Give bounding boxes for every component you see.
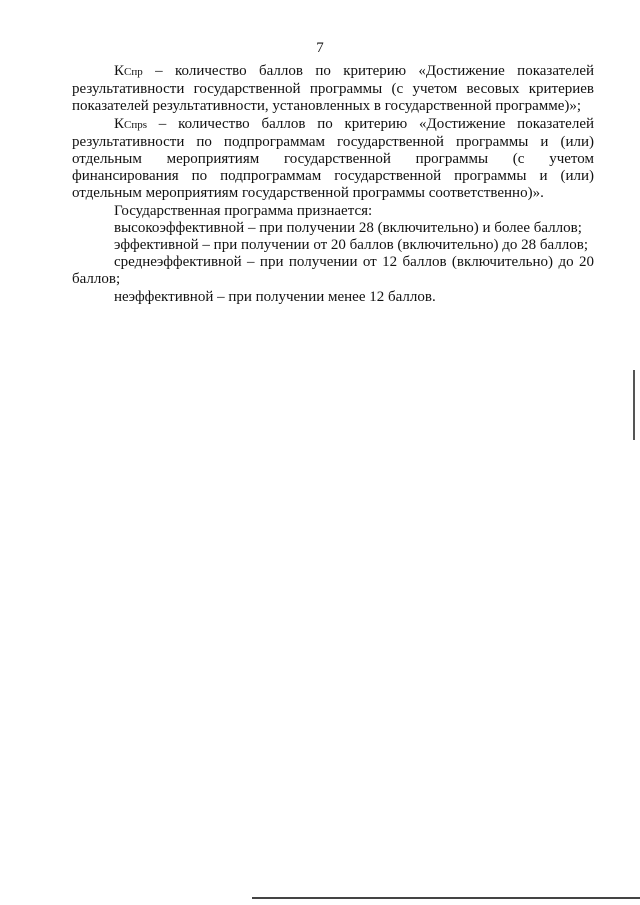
recognition-effective: эффективной – при получении от 20 баллов (включительно) до 28 баллов; — [114, 237, 589, 254]
kspr-symbol — [114, 63, 143, 79]
kspps-symbol-sub: Спрs — [124, 118, 148, 131]
scan-bottom-line — [252, 897, 640, 899]
kspr-text: – количество баллов по критерию «Достижение показателей результативности государственной программы (с учетом весовых критериев показателей результативности, установленных в государственной программе)»; — [72, 63, 594, 115]
recognition-ineffective: неэффективной – при получении менее 12 баллов. — [114, 288, 436, 305]
kspps-definition — [72, 116, 594, 203]
kspr-symbol-main: К — [114, 63, 125, 79]
page-number: 7 — [316, 40, 324, 56]
kspps-text: – количество баллов по критерию «Достижение показателей результативности по подпрограммам государственной программы и (или) отдельным мероприятиям государственной программы (с учетом финансирования по подпрограммам государственной программы и (или) отдельным мероприятиям государственной программы соответственно)». — [72, 115, 594, 202]
kspr-definition — [72, 63, 594, 116]
scan-edge-line — [633, 370, 635, 440]
recognition-medium: среднеэффективной – при получении от 12 баллов (включительно) до 20 баллов; — [72, 254, 594, 288]
kspr-symbol-sub: Спр — [124, 66, 143, 78]
recognition-intro: Государственная программа признается: — [114, 202, 373, 219]
recognition-high: высокоэффективной – при получении 28 (включительно) и более баллов; — [114, 219, 582, 236]
document-body — [72, 63, 594, 306]
kspps-symbol-main: К — [114, 115, 125, 132]
kspps-symbol — [114, 116, 147, 132]
